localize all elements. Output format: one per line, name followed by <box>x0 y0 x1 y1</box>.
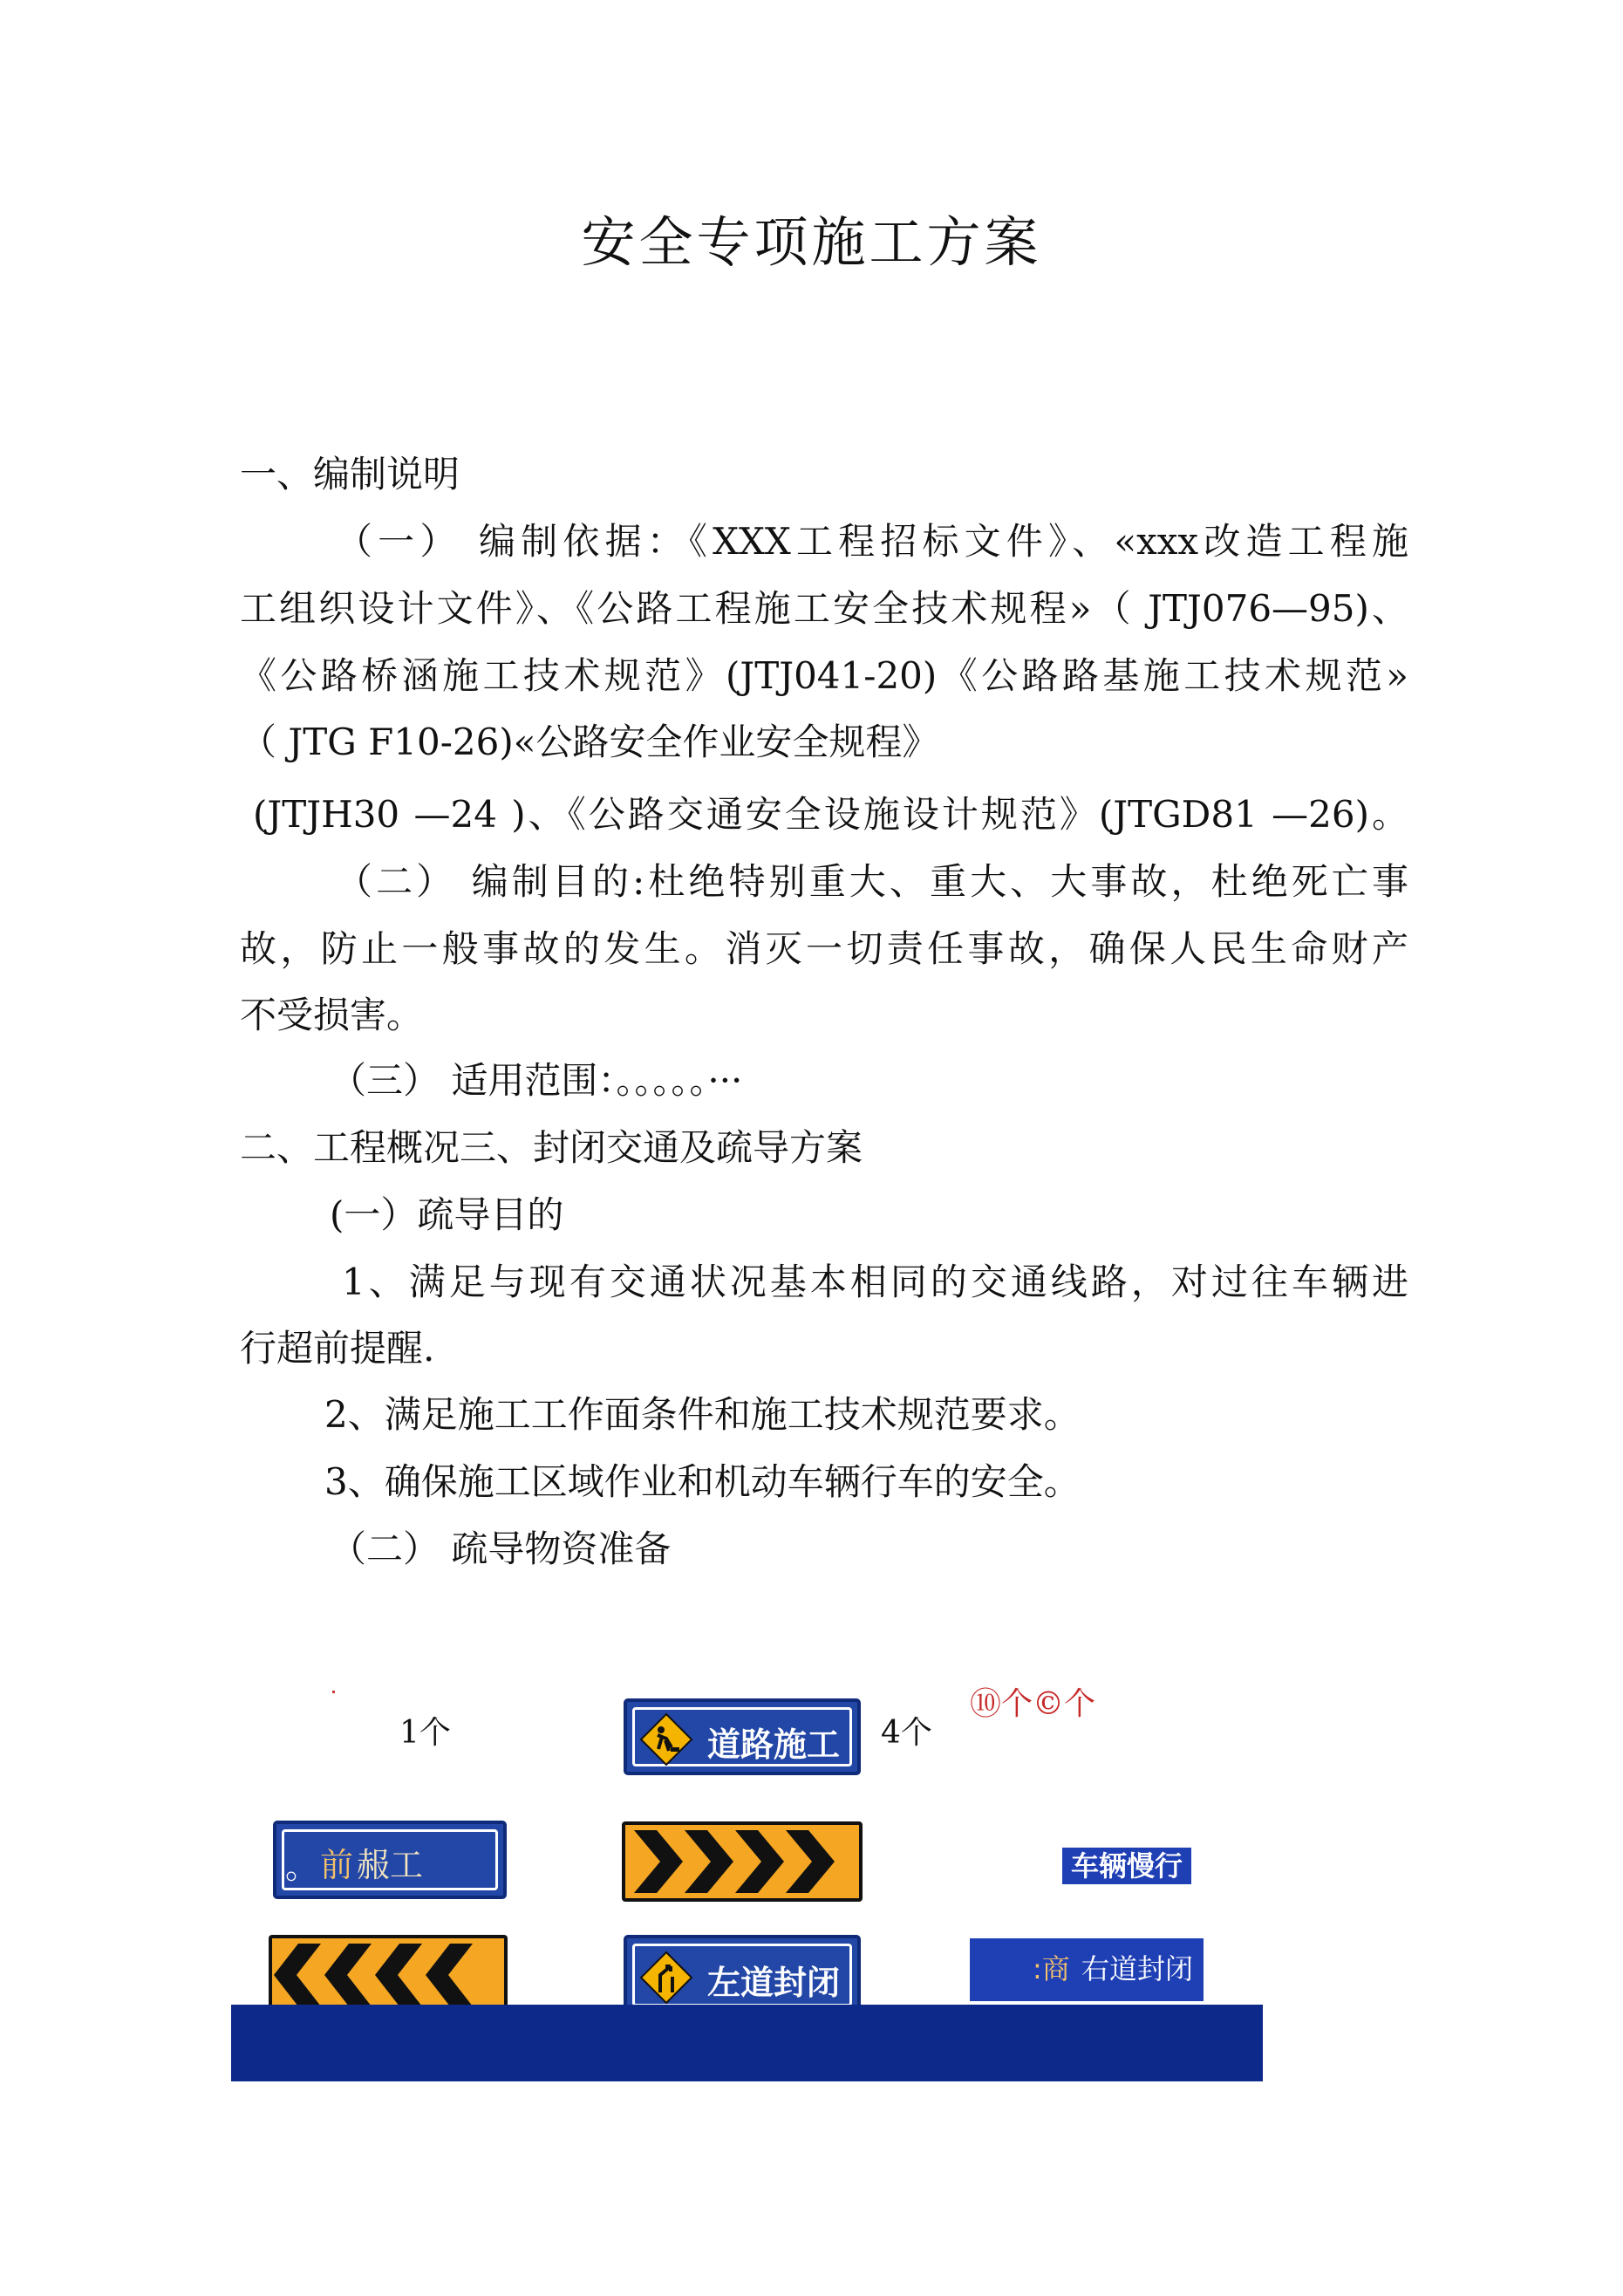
paragraph-line: （三） 适用范围：。。。。。··· <box>330 1059 743 1102</box>
right-lane-closed-text: 右道封闭 <box>1081 1952 1194 1985</box>
left-lane-closed-sign <box>624 1935 861 2015</box>
road-work-text: 道路施工 <box>707 1725 841 1764</box>
right-lane-closed-sign <box>970 1938 1204 2001</box>
paragraph-line: 3、确保施工区域作业和机动车辆行车的安全。 <box>324 1460 1081 1503</box>
quantity-label: ⑩个©个 <box>970 1686 1096 1722</box>
chevron-right-icon <box>622 1821 863 1902</box>
subheading: （二） 疏导物资准备 <box>330 1527 672 1570</box>
navy-footer-bar <box>231 2005 1263 2081</box>
slow-vehicles-sign <box>1062 1848 1191 1884</box>
paragraph-line: （一） 编制依据：《XXX工程招标文件》、«xxx改造工程施 <box>336 520 1408 563</box>
paragraph-line: 工组织设计文件》、《公路工程施工安全技术规程»（ JTJ076—95)、 <box>240 587 1408 630</box>
chevron-left-sign <box>269 1935 508 2015</box>
subheading: (一）疏导目的 <box>330 1193 564 1236</box>
dot-mark <box>332 1691 335 1693</box>
worker-diamond-icon <box>639 1712 693 1766</box>
slow-vehicles-text: 车辆慢行 <box>1070 1849 1183 1883</box>
left-lane-closed-text: 左道封闭 <box>707 1964 841 2002</box>
document-title: 安全专项施工方案 <box>581 210 1042 274</box>
paragraph-line: 2、满足施工工作面条件和施工技术规范要求。 <box>324 1393 1081 1436</box>
work-ahead-text-b: 赧工 <box>357 1846 424 1884</box>
merge-arrow-diamond-icon <box>639 1951 693 2005</box>
road-work-sign <box>624 1698 861 1775</box>
work-ahead-sign <box>273 1821 507 1899</box>
paragraph-line: 故，防止一般事故的发生。消灭一切责任事故，确保人民生命财产 <box>240 927 1408 970</box>
chevron-right-sign <box>622 1821 863 1902</box>
quantity-label: 1个 <box>399 1715 451 1751</box>
paragraph-line: 《公路桥涵施工技术规范》(JTJ041-20)《公路路基施工技术规范» <box>240 654 1408 697</box>
paragraph-line: 不受损害。 <box>240 994 424 1036</box>
paragraph-line: 行超前提醒. <box>240 1327 435 1370</box>
chevron-left-icon <box>269 1935 508 2015</box>
paragraph-line: （二） 编制目的:杜绝特别重大、重大、大事故，杜绝死亡事 <box>336 860 1408 903</box>
section-heading-2: 二、工程概况三、封闭交通及疏导方案 <box>240 1126 863 1169</box>
paragraph-line: (JTJH30 —24 )、《公路交通安全设施设计规范》(JTGD81 —26)。 <box>253 793 1408 836</box>
right-lane-closed-prefix: :商 <box>1033 1952 1070 1985</box>
paragraph-line: （ JTG F10-26)«公路安全作业安全规程》 <box>240 721 939 763</box>
paragraph-line: 1、满足与现有交通状况基本相同的交通线路，对过往车辆进 <box>342 1261 1408 1303</box>
work-ahead-text-a: 前 <box>320 1846 354 1884</box>
section-heading-1: 一、编制说明 <box>240 453 460 495</box>
work-ahead-dot: 。 <box>285 1848 319 1886</box>
quantity-label: 4个 <box>881 1715 932 1751</box>
